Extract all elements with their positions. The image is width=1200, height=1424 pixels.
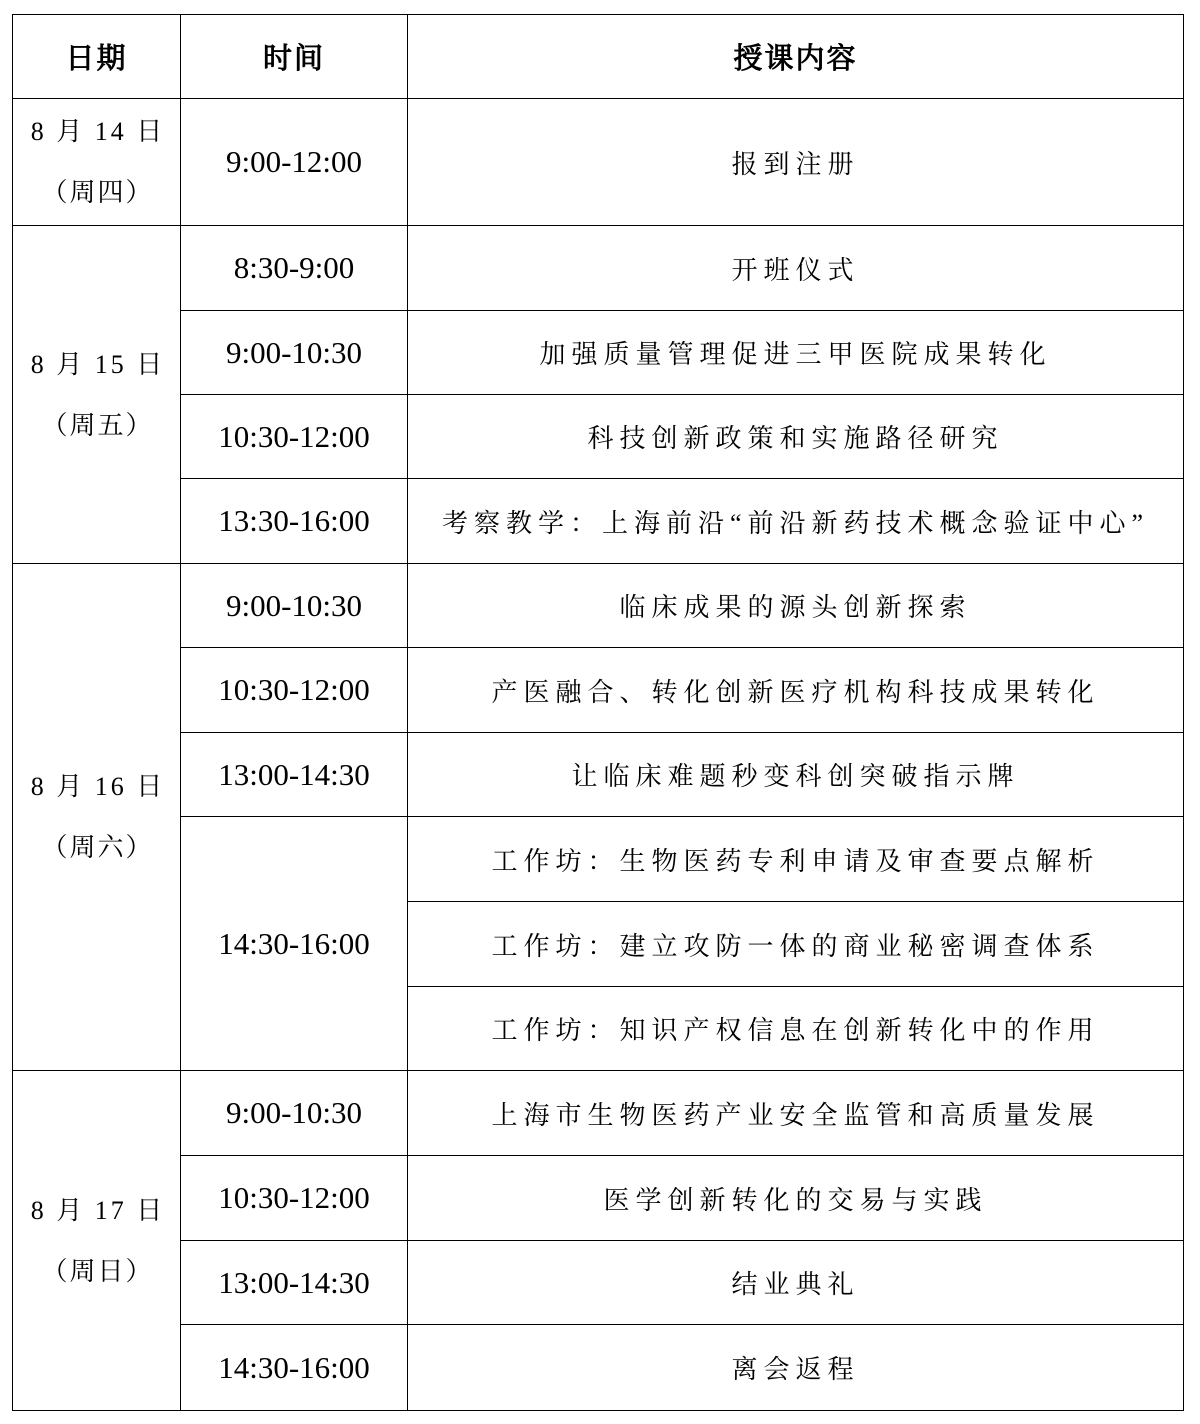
topic-cell: 工作坊：生物医药专利申请及审查要点解析 [408, 817, 1184, 902]
time-cell: 10:30-12:00 [181, 1156, 408, 1241]
table-row [13, 648, 1184, 733]
time-cell: 14:30-16:00 [181, 817, 408, 1071]
date-label: 8 月 16 日 [30, 772, 166, 801]
date-label: 8 月 17 日 [30, 1195, 166, 1225]
topic-cell: 让临床难题秒变科创突破指示牌 [408, 733, 1184, 817]
topic-cell: 工作坊：知识产权信息在创新转化中的作用 [408, 987, 1184, 1071]
weekday-label: （周日） [41, 1256, 154, 1286]
topic-cell: 医学创新转化的交易与实践 [408, 1156, 1184, 1241]
weekday-label: （周六） [41, 833, 154, 862]
topic-cell: 考察教学：上海前沿“前沿新药技术概念验证中心” [408, 479, 1184, 564]
date-cell [13, 564, 181, 1071]
date-cell [13, 99, 181, 226]
topic-cell: 离会返程 [408, 1325, 1184, 1411]
time-cell: 14:30-16:00 [181, 1325, 408, 1411]
time-cell: 13:30-16:00 [181, 479, 408, 564]
table-row [13, 99, 1184, 226]
time-cell: 8:30-9:00 [181, 226, 408, 311]
topic-cell: 上海市生物医药产业安全监管和高质量发展 [408, 1071, 1184, 1156]
time-cell: 9:00-10:30 [181, 564, 408, 648]
schedule-table [12, 14, 1184, 1411]
table-row [13, 1071, 1184, 1156]
topic-cell: 加强质量管理促进三甲医院成果转化 [408, 311, 1184, 395]
header-content: 授课内容 [408, 15, 1184, 99]
table-row [13, 311, 1184, 395]
table-row [13, 226, 1184, 311]
time-cell: 13:00-14:30 [181, 733, 408, 817]
time-cell: 9:00-10:30 [181, 311, 408, 395]
table-row [13, 1241, 1184, 1325]
table-row [13, 1156, 1184, 1241]
table-row [13, 1325, 1184, 1411]
topic-cell: 开班仪式 [408, 226, 1184, 311]
topic-cell: 临床成果的源头创新探索 [408, 564, 1184, 648]
topic-cell: 产医融合、转化创新医疗机构科技成果转化 [408, 648, 1184, 733]
table-row [13, 817, 1184, 902]
time-cell: 9:00-10:30 [181, 1071, 408, 1156]
header-row [13, 15, 1184, 99]
topic-cell: 工作坊：建立攻防一体的商业秘密调查体系 [408, 902, 1184, 987]
date-label: 8 月 14 日 [30, 117, 166, 146]
time-cell: 13:00-14:30 [181, 1241, 408, 1325]
time-cell: 10:30-12:00 [181, 648, 408, 733]
weekday-label: （周五） [41, 410, 154, 440]
table-row [13, 395, 1184, 479]
date-cell [13, 1071, 181, 1411]
weekday-label: （周四） [41, 178, 154, 207]
header-time: 时间 [181, 15, 408, 99]
topic-cell: 科技创新政策和实施路径研究 [408, 395, 1184, 479]
time-cell: 10:30-12:00 [181, 395, 408, 479]
header-date: 日期 [13, 15, 181, 99]
time-cell: 9:00-12:00 [181, 99, 408, 226]
topic-cell: 报到注册 [408, 99, 1184, 226]
date-label: 8 月 15 日 [30, 349, 166, 379]
table-row [13, 733, 1184, 817]
table-row [13, 564, 1184, 648]
topic-cell: 结业典礼 [408, 1241, 1184, 1325]
date-cell [13, 226, 181, 564]
table-row [13, 479, 1184, 564]
